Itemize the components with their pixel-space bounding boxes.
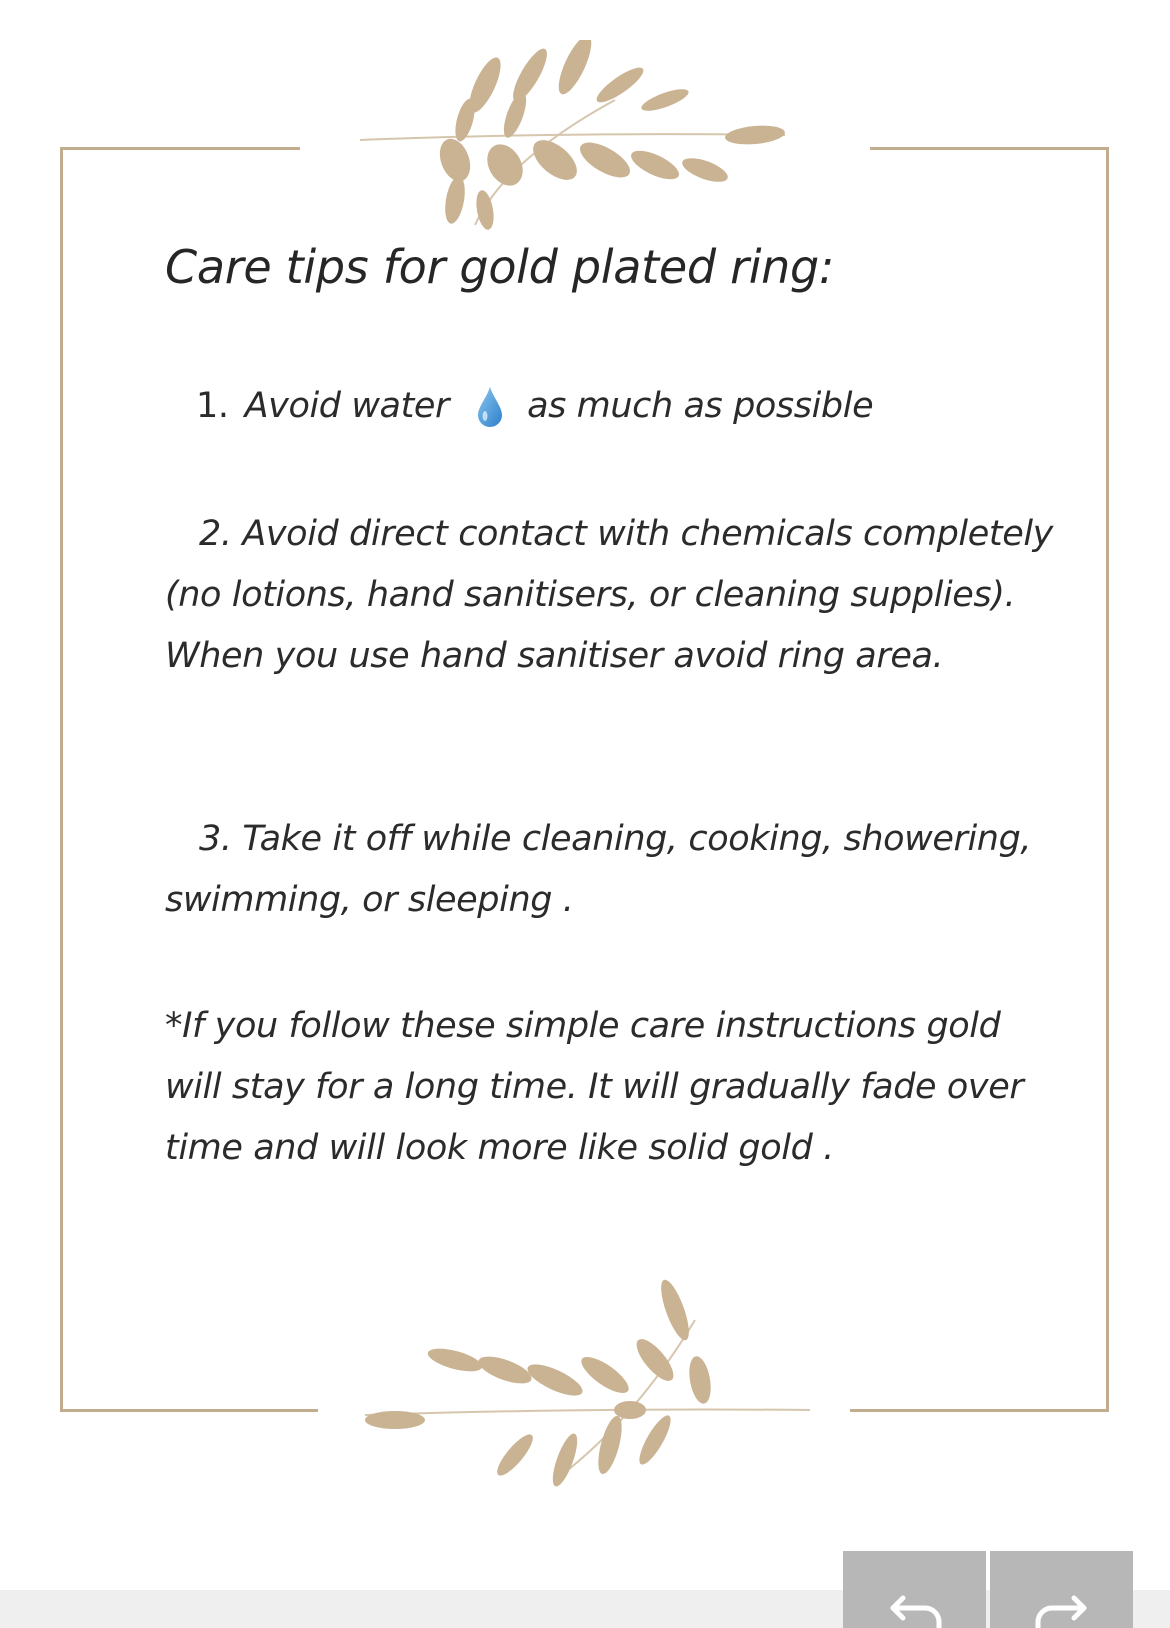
- care-note: *If you follow these simple care instructions gold will stay for a long time. It will gradually fade over time and will look more like solid gold .: [165, 1006, 1024, 1168]
- bottom-leaf-sprig-icon: [355, 1270, 825, 1490]
- frame-top-right-line: [870, 147, 1109, 150]
- undo-arrow-icon: [875, 1568, 955, 1628]
- tip-1-number: 1.: [196, 386, 229, 426]
- tip-2: 2. Avoid direct contact with chemicals completely (no lotions, hand sanitisers, or cleaning supplies). When you use hand sanitiser avoid ring area.: [165, 514, 1053, 676]
- frame-left-border: [60, 147, 63, 1409]
- tip-3: 3. Take it off while cleaning, cooking, showering, swimming, or sleeping .: [165, 819, 1032, 920]
- frame-top-left-line: [60, 147, 300, 150]
- tip-1: [196, 376, 1096, 437]
- tip-1-text-start: Avoid water: [244, 386, 450, 426]
- frame-right-border: [1106, 147, 1109, 1409]
- top-leaf-sprig-icon: [355, 40, 815, 240]
- card-title: Care tips for gold plated ring:: [165, 240, 835, 294]
- redo-arrow-icon: [1022, 1568, 1102, 1628]
- undo-button[interactable]: [843, 1551, 986, 1628]
- tip-1-text-end: as much as possible: [527, 386, 874, 426]
- frame-bottom-right-line: [850, 1409, 1109, 1412]
- frame-bottom-left-line: [60, 1409, 318, 1412]
- redo-button[interactable]: [990, 1551, 1133, 1628]
- water-drop-icon: [475, 385, 505, 429]
